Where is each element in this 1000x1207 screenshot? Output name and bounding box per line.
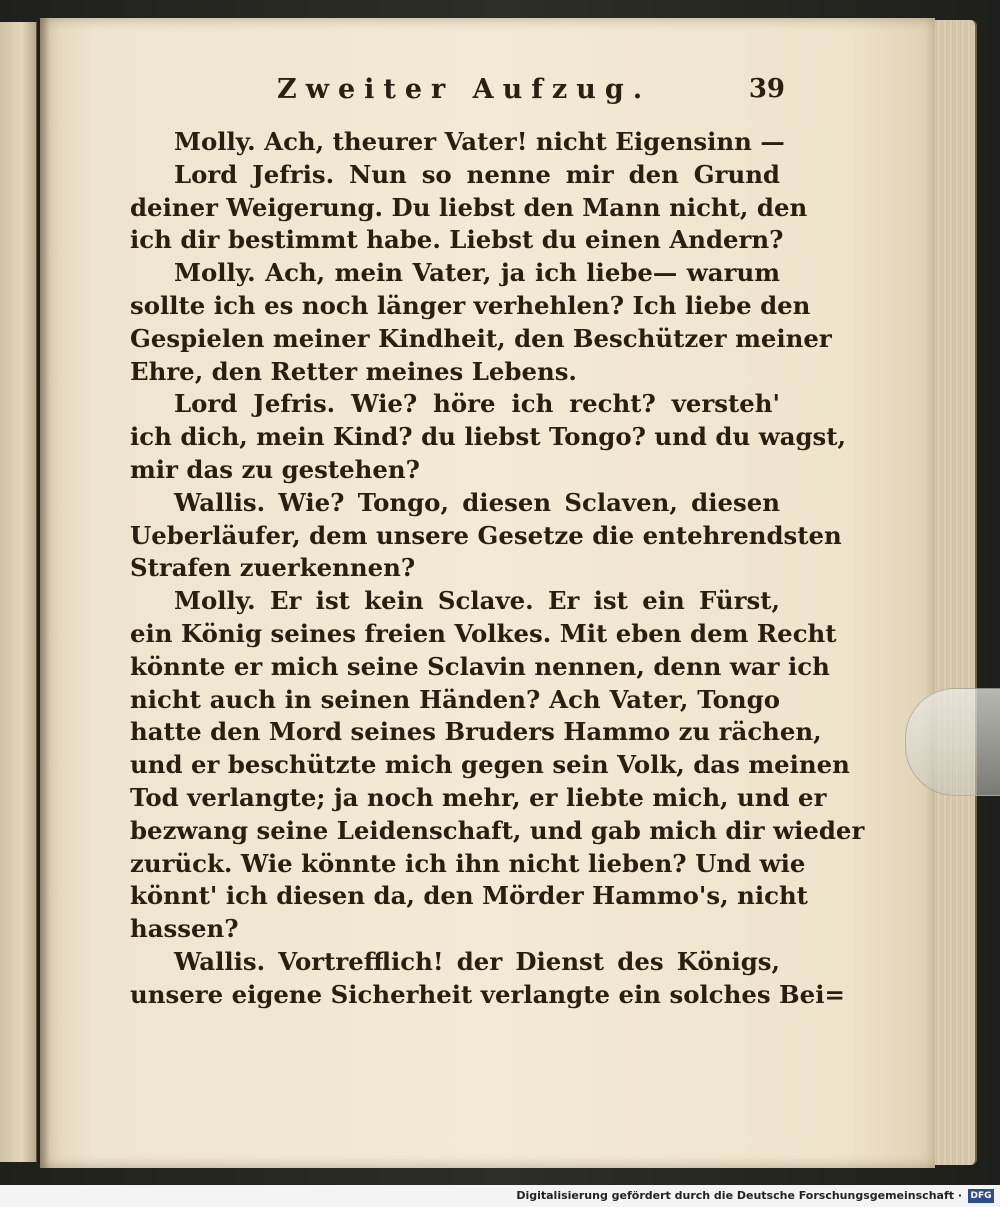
- text-line: Lord Jefris. Nun so nenne mir den Grund: [174, 159, 780, 189]
- footer-credit: Digitalisierung gefördert durch die Deutsche Forschungsgemeinschaft ·: [516, 1189, 962, 1202]
- page-number: 39: [748, 74, 785, 104]
- text-line: unsere eigene Sicherheit verlangte ein solches Bei=: [130, 979, 845, 1009]
- text-line: Wallis. Vortrefflich! der Dienst des Königs,: [174, 946, 780, 976]
- text-line: Ueberläufer, dem unsere Gesetze die entehrendsten: [130, 520, 842, 550]
- text-line: Lord Jefris. Wie? höre ich recht? versteh': [174, 389, 780, 419]
- chapter-title: Zweiter Aufzug.: [277, 74, 652, 105]
- gutter-shadow: [36, 18, 50, 1168]
- text-line: hatte den Mord seines Bruders Hammo zu rächen,: [130, 717, 822, 747]
- text-line: könnte er mich seine Sclavin nennen, denn war ich: [130, 651, 830, 681]
- text-line: könnt' ich diesen da, den Mörder Hammo's, nicht: [130, 881, 808, 911]
- text-line: Gespielen meiner Kindheit, den Beschützer meiner: [130, 323, 832, 353]
- text-line: ich dir bestimmt habe. Liebst du einen Andern?: [130, 225, 784, 255]
- text-line: ich dich, mein Kind? du liebst Tongo? und du wagst,: [130, 422, 847, 452]
- page-marker-tab: [905, 688, 1000, 796]
- running-head: [95, 74, 785, 114]
- text-line: bezwang seine Leidenschaft, und gab mich dir wieder: [130, 815, 865, 845]
- text-line: ein König seines freien Volkes. Mit eben dem Recht: [130, 618, 837, 648]
- text-line: Strafen zuerkennen?: [130, 553, 416, 583]
- page-body: [130, 126, 865, 1012]
- text-line: zurück. Wie könnte ich ihn nicht lieben? Und wie: [130, 848, 806, 878]
- text-line: Molly. Ach, mein Vater, ja ich liebe— warum: [174, 258, 780, 288]
- footer-bar: [0, 1185, 1000, 1207]
- text-line: Molly. Er ist kein Sclave. Er ist ein Fürst,: [174, 586, 780, 616]
- text-line: mir das zu gestehen?: [130, 454, 420, 484]
- text-line: deiner Weigerung. Du liebst den Mann nicht, den: [130, 192, 808, 222]
- text-line: Molly. Ach, theurer Vater! nicht Eigensinn —: [174, 127, 785, 156]
- text-line: Tod verlangte; ja noch mehr, er liebte mich, und er: [130, 782, 827, 812]
- text-line: Wallis. Wie? Tongo, diesen Sclaven, diesen: [174, 487, 780, 517]
- text-line: sollte ich es noch länger verhehlen? Ich liebe den: [130, 290, 811, 320]
- text-line: hassen?: [130, 914, 239, 944]
- text-line: nicht auch in seinen Händen? Ach Vater, Tongo: [130, 684, 780, 714]
- dfg-logo: DFG: [968, 1189, 994, 1203]
- text-line: und er beschützte mich gegen sein Volk, das meinen: [130, 750, 850, 780]
- left-page-edge: [0, 22, 37, 1162]
- text-line: Ehre, den Retter meines Lebens.: [130, 356, 577, 386]
